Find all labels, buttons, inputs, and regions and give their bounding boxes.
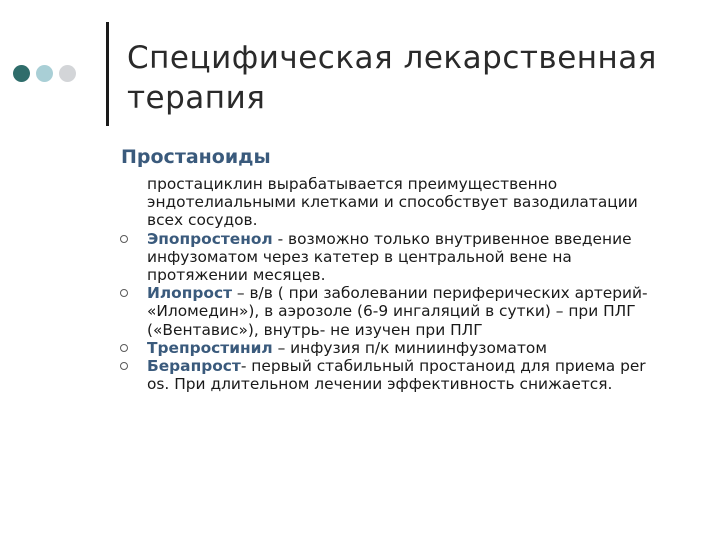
slide-title: Специфическая лекарственная терапия <box>127 40 657 116</box>
circle-bullet-icon <box>120 344 128 352</box>
list-item <box>147 230 667 285</box>
drug-name: Илопрост <box>147 284 232 303</box>
drug-list <box>147 230 667 394</box>
list-item <box>147 339 667 357</box>
drug-description: - первый стабильный простаноид для приема per os. При длительном лечении эффективность снижается. <box>147 357 646 394</box>
slide-body <box>147 175 667 393</box>
drug-description: – в/в ( при заболевании периферических артерий- «Иломедин»), в аэрозоле (6-9 ингаляций в сутки) – при ПЛГ («Вентавис»), внутрь- не изучен при ПЛГ <box>147 284 648 339</box>
intro-text: простациклин вырабатывается преимущественно эндотелиальными клетками и способствует вазодилатации всех сосудов. <box>147 175 638 230</box>
drug-name: Эпопростенол <box>147 229 273 248</box>
dot-mid <box>36 65 53 82</box>
dot-dark <box>13 65 30 82</box>
title-divider <box>106 22 109 126</box>
list-item <box>147 357 667 393</box>
drug-name: Берапрост <box>147 357 241 376</box>
circle-bullet-icon <box>120 289 128 297</box>
drug-description: – инфузия п/к миниинфузоматом <box>272 338 547 357</box>
dot-light <box>59 65 76 82</box>
circle-bullet-icon <box>120 362 128 370</box>
drug-name: Трепростинил <box>147 338 273 357</box>
drug-description: - возможно только внутривенное введение инфузоматом через катетер в центральной вене на протяжении месяцев. <box>147 229 632 285</box>
decorative-dots <box>13 65 76 83</box>
circle-bullet-icon <box>120 235 128 243</box>
list-item <box>147 284 667 339</box>
slide-subtitle: Простаноиды <box>121 146 271 168</box>
